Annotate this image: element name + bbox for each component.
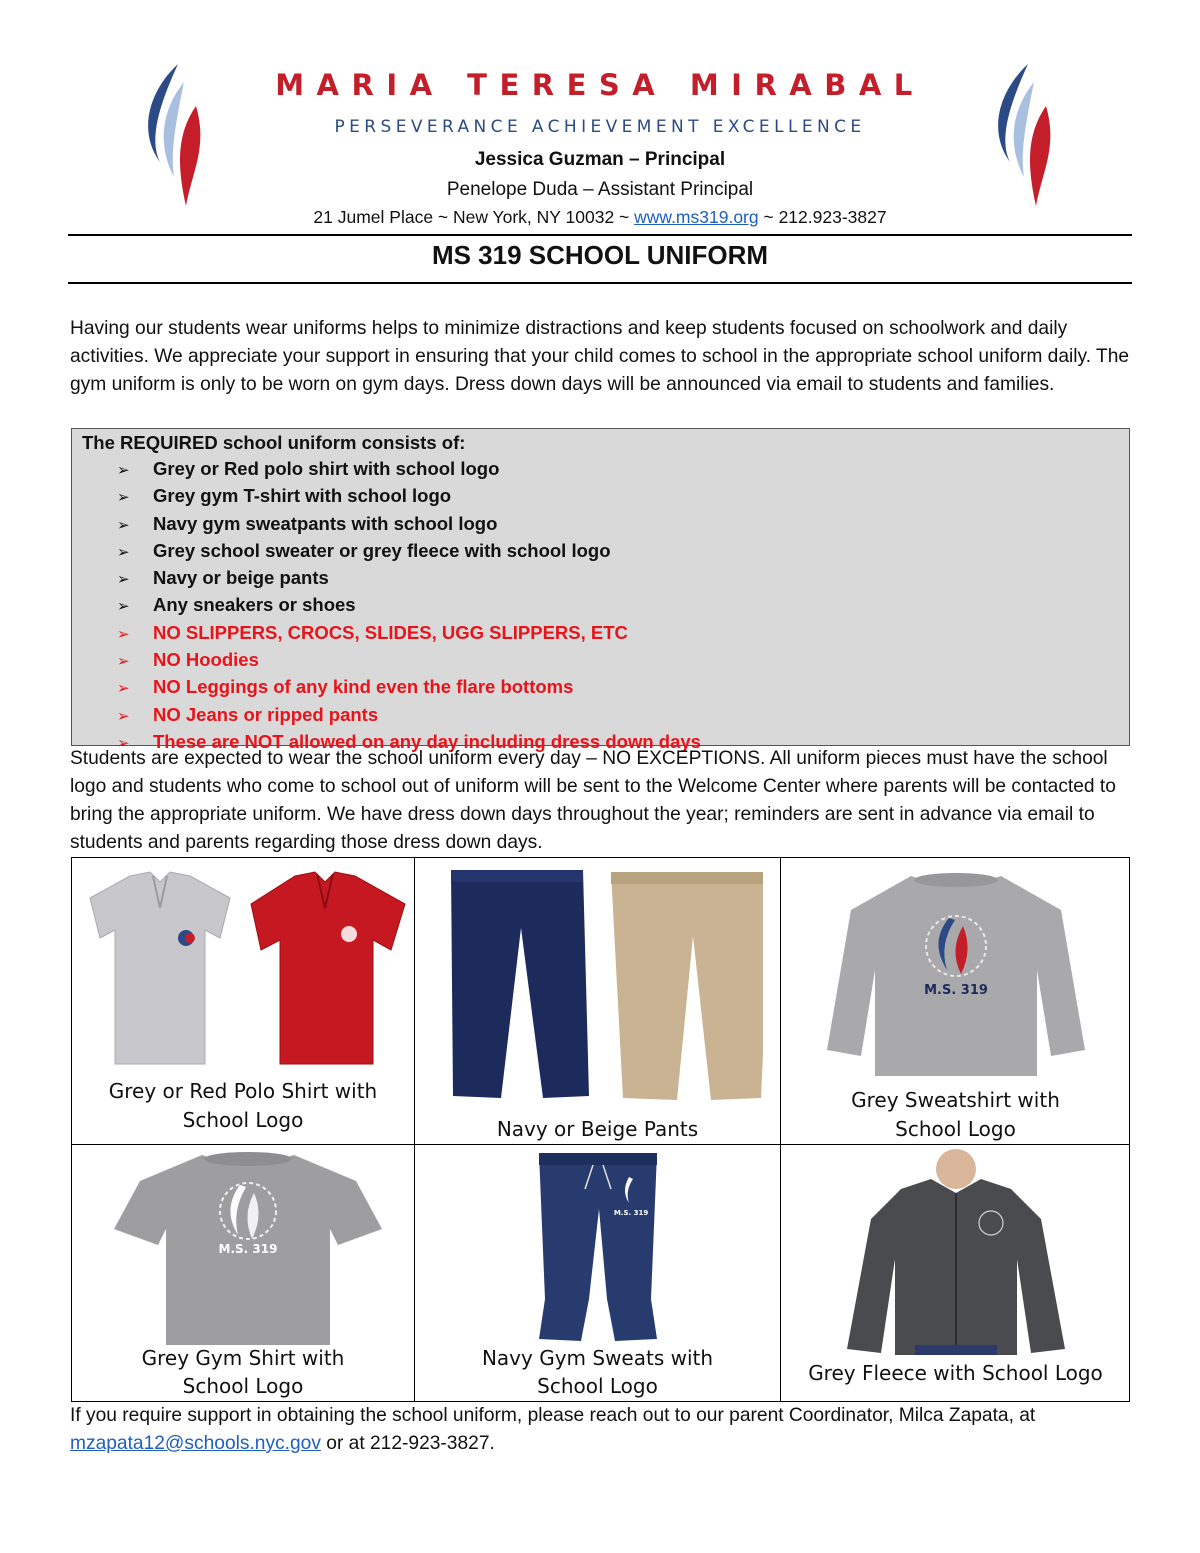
arrow-bullet-icon: ➢ (117, 733, 130, 752)
pants-image (443, 868, 763, 1103)
gym-shirt-cell (72, 1145, 415, 1402)
policy-paragraph: Students are expected to wear the school uniform every day – NO EXCEPTIONS. All uniform pieces must have the school logo and students who come to school out of uniform will be sent to the Welcome Center where parents will be contacted to bring the appropriate uniform. We have dress down days throughout the year; reminders are sent in advance via email to students and parents regarding those dress down days. (70, 748, 1116, 853)
list-item: ➢ Navy gym sweatpants with school logo (117, 511, 701, 538)
website-link[interactable]: www.ms319.org (634, 207, 759, 227)
arrow-bullet-icon: ➢ (117, 706, 130, 725)
pants-cell (415, 858, 781, 1145)
letterhead (0, 0, 1200, 236)
arrow-bullet-icon: ➢ (117, 542, 130, 561)
prohibited-item: ➢ These are NOT allowed on any day including dress down days (117, 729, 701, 756)
school-name: MARIA TERESA MIRABAL (275, 68, 925, 102)
arrow-bullet-icon: ➢ (117, 570, 130, 589)
principal-name: Jessica Guzman – Principal (474, 149, 726, 170)
caption-line: School Logo (182, 1108, 304, 1132)
school-address (0, 207, 1200, 228)
caption-line: Grey Sweatshirt with (851, 1088, 1060, 1112)
caption-line: Grey Fleece with School Logo (808, 1361, 1103, 1385)
assistant-principal-name: Penelope Duda – Assistant Principal (446, 179, 754, 200)
list-item: ➢ Grey or Red polo shirt with school logo (117, 456, 701, 483)
list-item: ➢ Navy or beige pants (117, 565, 701, 592)
school-motto: PERSEVERANCE ACHIEVEMENT EXCELLENCE (334, 117, 866, 137)
caption-line: Grey Gym Shirt with (141, 1346, 345, 1370)
prohibited-item: ➢ NO Leggings of any kind even the flare bottoms (117, 674, 701, 701)
arrow-bullet-icon: ➢ (117, 597, 130, 616)
uniform-gallery (71, 857, 1130, 1402)
arrow-bullet-icon: ➢ (117, 488, 130, 507)
arrow-bullet-icon: ➢ (117, 679, 130, 698)
address-prefix: 21 Jumel Place ~ New York, NY 10032 ~ (313, 207, 635, 227)
gym-shirt-image (112, 1149, 384, 1349)
support-paragraph (70, 1402, 1135, 1458)
arrow-bullet-icon: ➢ (117, 652, 130, 671)
coordinator-email-link[interactable]: mzapata12@schools.nyc.gov (70, 1433, 321, 1454)
caption-line: School Logo (182, 1374, 304, 1398)
list-item: ➢ Grey gym T-shirt with school logo (117, 483, 701, 510)
prohibited-item: ➢ NO Hoodies (117, 647, 701, 674)
sweatshirt-image (825, 870, 1087, 1082)
required-list (117, 456, 701, 756)
gym-shirt-logo-text: M.S. 319 (218, 1242, 278, 1256)
support-text: If you require support in obtaining the school uniform, please reach out to our parent Coordinator, Milca Zapata, at (70, 1405, 1036, 1426)
caption-line: School Logo (895, 1117, 1016, 1141)
intro-paragraph: Having our students wear uniforms helps to minimize distractions and keep students focused on schoolwork and daily activities. We appreciate your support in ensuring that your child comes to school in the appropriate school uniform daily. The gym uniform is only to be worn on gym days. Dress down days will be announced via email to students and families. (70, 318, 1130, 395)
header-divider (68, 234, 1132, 236)
caption-line: School Logo (537, 1374, 658, 1398)
fleece-cell (781, 1145, 1130, 1402)
arrow-bullet-icon: ➢ (117, 461, 130, 479)
caption-line: Navy or Beige Pants (496, 1117, 699, 1141)
caption-line: Grey or Red Polo Shirt with (108, 1079, 378, 1103)
title-divider (68, 282, 1132, 284)
list-item: ➢ Grey school sweater or grey fleece with school logo (117, 538, 701, 565)
gym-sweats-image (533, 1149, 663, 1345)
list-item: ➢ Any sneakers or shoes (117, 592, 701, 619)
sweatshirt-logo-text: M.S. 319 (924, 983, 988, 998)
page-title: MS 319 SCHOOL UNIFORM (431, 240, 769, 270)
prohibited-item: ➢ NO Jeans or ripped pants (117, 702, 701, 729)
polo-shirts-image (80, 868, 410, 1068)
address-suffix: ~ 212.923-3827 (758, 207, 887, 227)
required-heading: The REQUIRED school uniform consists of: (82, 432, 466, 453)
arrow-bullet-icon: ➢ (117, 515, 130, 534)
support-phone-text: or at 212-923-3827. (320, 1433, 495, 1454)
polo-shirt-cell (72, 858, 415, 1145)
sweatshirt-cell (781, 858, 1130, 1145)
fleece-image (841, 1149, 1071, 1357)
gym-sweats-logo-text: M.S. 319 (613, 1209, 649, 1217)
caption-line: Navy Gym Sweats with (481, 1346, 714, 1370)
arrow-bullet-icon: ➢ (117, 624, 130, 643)
required-uniform-box (71, 428, 1130, 752)
prohibited-item: ➢ NO SLIPPERS, CROCS, SLIDES, UGG SLIPPERS, ETC (117, 620, 701, 647)
gym-sweats-cell (415, 1145, 781, 1402)
